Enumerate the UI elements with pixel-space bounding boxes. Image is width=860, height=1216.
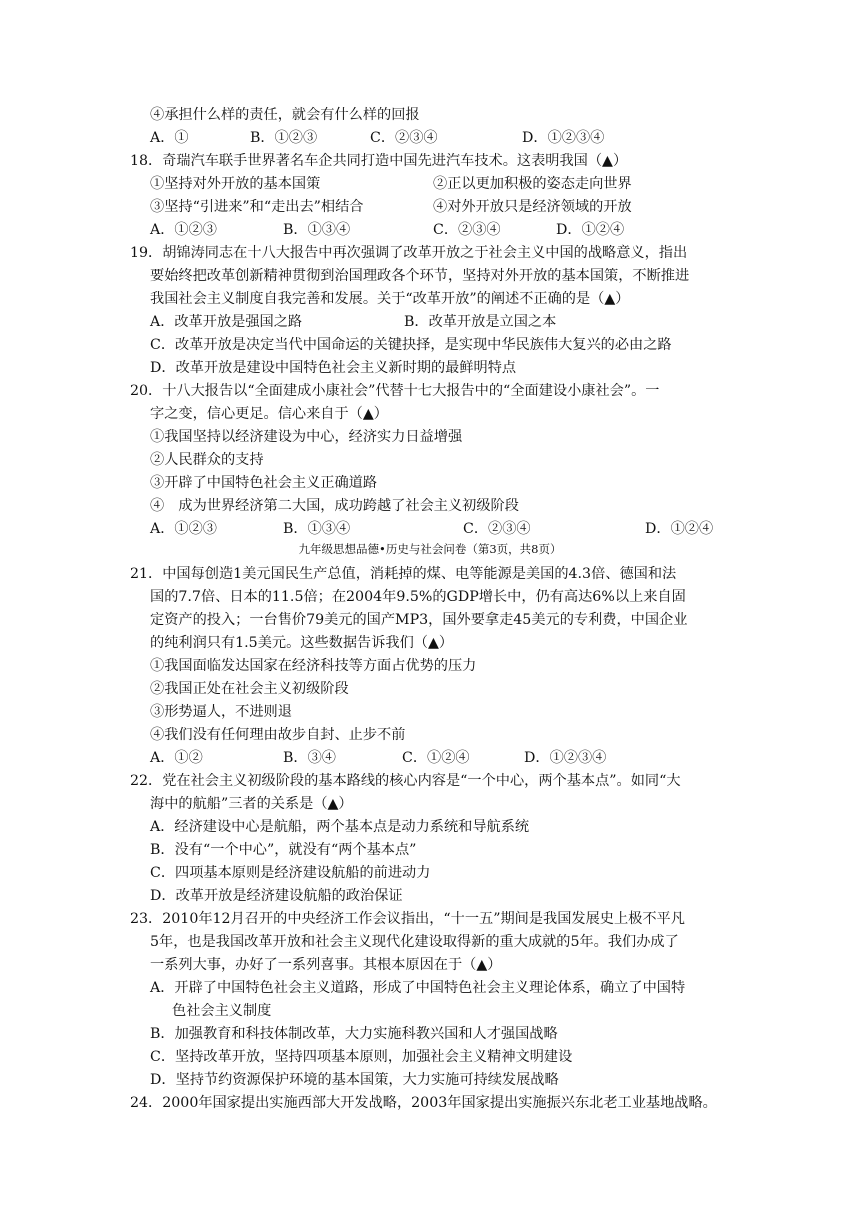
- q21-option-c: C．①②④: [402, 750, 470, 766]
- option-b: B．①②③: [250, 130, 318, 146]
- q18-statement-4: ④对外开放只是经济领域的开放: [433, 199, 632, 215]
- q21-statement-3: ③形势逼人，不进则退: [150, 704, 292, 720]
- q19-option-b: B．改革开放是立国之本: [404, 314, 557, 330]
- q18-option-d: D．①②④: [556, 222, 625, 238]
- q20-statement-2: ②人民群众的支持: [150, 452, 264, 468]
- question-23-line-2: 5年，也是我国改革开放和社会主义现代化建设取得新的重大成就的5年。我们办成了: [150, 934, 679, 950]
- question-24-line-1: 24．2000年国家提出实施西部大开发战略，2003年国家提出实施振兴东北老工业基地战略。: [130, 1095, 717, 1111]
- question-21-line-2: 国的7.7倍、日本的11.5倍；在2004年9.5%的GDP增长中，仍有高达6%以上来自固: [150, 589, 686, 605]
- question-21-line-4: 的纯利润只有1.5美元。这些数据告诉我们（▲）: [150, 635, 454, 651]
- q21-statement-1: ①我国面临发达国家在经济科技等方面占优势的压力: [150, 658, 477, 674]
- question-19-line-2: 要始终把改革创新精神贯彻到治国理政各个环节，坚持对外开放的基本国策，不断推进: [150, 268, 690, 284]
- q21-option-d: D．①②③④: [524, 750, 607, 766]
- q20-option-a: A．①②③: [150, 521, 217, 537]
- question-23-line-1: 23．2010年12月召开的中央经济工作会议指出，“十一五”期间是我国发展史上极不平凡: [130, 911, 685, 927]
- q18-statement-3: ③坚持“引进来”和“走出去”相结合: [150, 199, 364, 215]
- q23-option-c: C．坚持改革开放，坚持四项基本原则，加强社会主义精神文明建设: [150, 1049, 573, 1065]
- q20-option-b: B．①③④: [283, 521, 351, 537]
- question-19-line-1: 19．胡锦涛同志在十八大报告中再次强调了改革开放之于社会主义中国的战略意义，指出: [130, 245, 688, 261]
- option-c: C．②③④: [370, 130, 438, 146]
- q18-option-b: B．①③④: [283, 222, 351, 238]
- q22-option-c: C．四项基本原则是经济建设航船的前进动力: [150, 865, 431, 881]
- q20-statement-3: ③开辟了中国特色社会主义正确道路: [150, 475, 378, 491]
- option-a: A．①: [150, 130, 189, 146]
- q19-option-d: D．改革开放是建设中国特色社会主义新时期的最鲜明特点: [150, 360, 517, 376]
- question-23-line-3: 一系列大事，办好了一系列喜事。其根本原因在于（▲）: [150, 957, 502, 973]
- question-21-line-3: 定资产的投入；一台售价79美元的国产MP3，国外要拿走45美元的专利费，中国企业: [150, 612, 688, 628]
- question-20-line-2: 字之变，信心更足。信心来自于（▲）: [150, 406, 388, 422]
- question-21-line-1: 21．中国每创造1美元国民生产总值，消耗掉的煤、电等能源是美国的4.3倍、德国和法: [130, 566, 677, 582]
- q20-option-c: C．②③④: [463, 521, 531, 537]
- q22-option-b: B．没有“一个中心”，就没有“两个基本点”: [150, 842, 417, 858]
- q21-option-b: B．③④: [283, 750, 336, 766]
- q21-statement-2: ②我国正处在社会主义初级阶段: [150, 681, 349, 697]
- q19-option-a: A．改革开放是强国之路: [150, 314, 303, 330]
- question-22-line-2: 海中的航船”三者的关系是（▲）: [150, 796, 353, 812]
- question-20-line-1: 20．十八大报告以“全面建成小康社会”代替十七大报告中的“全面建设小康社会”。一: [130, 383, 660, 399]
- q22-option-d: D．改革开放是经济建设航船的政治保证: [150, 888, 403, 904]
- question-19-line-3: 我国社会主义制度自我完善和发展。关于“改革开放”的阐述不正确的是（▲）: [150, 291, 630, 307]
- q18-statement-1: ①坚持对外开放的基本国策: [150, 176, 321, 192]
- q18-option-c: C．②③④: [433, 222, 501, 238]
- q18-statement-2: ②正以更加积极的姿态走向世界: [433, 176, 632, 192]
- q18-option-a: A．①②③: [150, 222, 217, 238]
- q19-option-c: C．改革开放是决定当代中国命运的关键抉择，是实现中华民族伟大复兴的必由之路: [150, 337, 672, 353]
- q21-statement-4: ④我们没有任何理由故步自封、止步不前: [150, 727, 406, 743]
- q21-option-a: A．①②: [150, 750, 203, 766]
- statement-4: ④承担什么样的责任，就会有什么样的回报: [150, 107, 420, 123]
- q23-option-d: D．坚持节约资源保护环境的基本国策，大力实施可持续发展战略: [150, 1072, 559, 1088]
- q22-option-a: A．经济建设中心是航船，两个基本点是动力系统和导航系统: [150, 819, 530, 835]
- page-footer: 九年级思想品德•历史与社会问卷（第3页，共8页）: [298, 542, 562, 556]
- question-18-stem: 18．奇瑞汽车联手世界著名车企共同打造中国先进汽车技术。这表明我国（▲）: [130, 153, 628, 169]
- q23-option-a-line-1: A．开辟了中国特色社会主义道路，形成了中国特色社会主义理论体系，确立了中国特: [150, 980, 686, 996]
- question-22-line-1: 22．党在社会主义初级阶段的基本路线的核心内容是“一个中心，两个基本点”。如同“大: [130, 773, 681, 789]
- option-d: D．①②③④: [522, 130, 605, 146]
- q20-statement-4: ④ 成为世界经济第二大国，成功跨越了社会主义初级阶段: [150, 498, 519, 514]
- q23-option-a-line-2: 色社会主义制度: [172, 1003, 272, 1019]
- q20-option-d: D．①②④: [645, 521, 714, 537]
- q23-option-b: B．加强教育和科技体制改革，大力实施科教兴国和人才强国战略: [150, 1026, 558, 1042]
- q20-statement-1: ①我国坚持以经济建设为中心，经济实力日益增强: [150, 429, 463, 445]
